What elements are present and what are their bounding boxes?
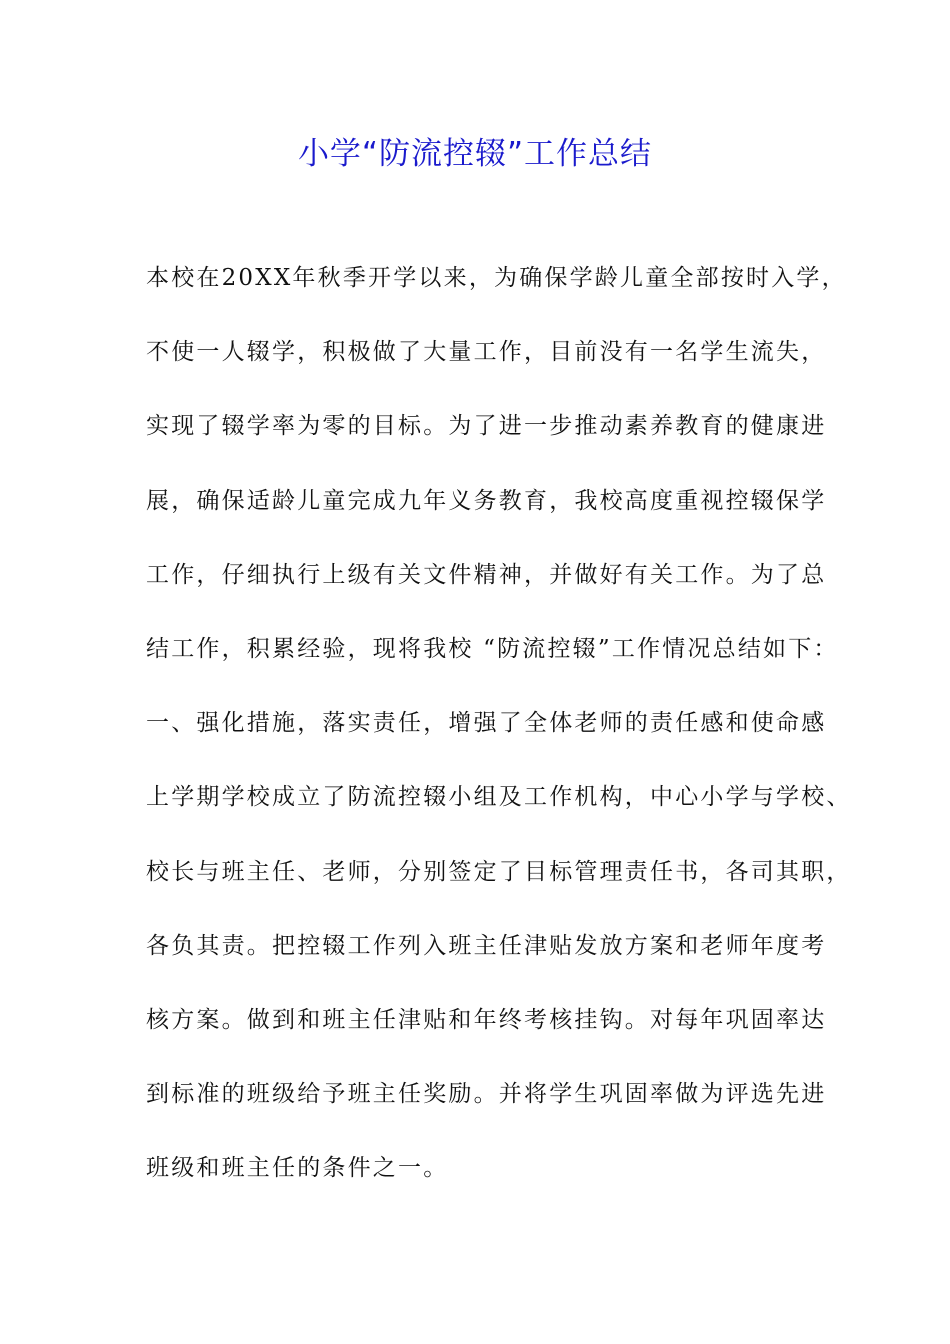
paragraph-line: 结工作，积累经验，现将我校 “防流控辍”工作情况总结如下： <box>146 635 839 662</box>
section-heading: 一、强化措施，落实责任，增强了全体老师的责任感和使命感 <box>146 710 827 737</box>
document-body <box>146 252 852 1216</box>
document-title: 小学“防流控辍”工作总结 <box>297 136 653 172</box>
paragraph-line: 班级和班主任的条件之一。 <box>146 1155 449 1182</box>
paragraph-line: 展，确保适龄儿童完成九年义务教育，我校高度重视控辍保学 <box>146 487 827 514</box>
paragraph-line: 上学期学校成立了防流控辍小组及工作机构，中心小学与学校、 <box>146 784 852 811</box>
paragraph-line: 本校在20XX年秋季开学以来，为确保学龄儿童全部按时入学， <box>146 265 847 291</box>
paragraph-line: 实现了辍学率为零的目标。为了进一步推动素养教育的健康进 <box>146 413 827 440</box>
paragraph-line: 工作，仔细执行上级有关文件精神，并做好有关工作。为了总 <box>146 561 827 588</box>
paragraph-line: 各负其责。把控辍工作列入班主任津贴发放方案和老师年度考 <box>146 932 827 959</box>
paragraph-line: 到标准的班级给予班主任奖励。并将学生巩固率做为评选先进 <box>146 1081 827 1108</box>
paragraph-line: 校长与班主任、老师，分别签定了目标管理责任书，各司其职， <box>146 858 852 885</box>
paragraph-line: 核方案。做到和班主任津贴和年终考核挂钩。对每年巩固率达 <box>146 1006 827 1033</box>
paragraph-line: 不使一人辍学，积极做了大量工作，目前没有一名学生流失， <box>146 339 827 366</box>
